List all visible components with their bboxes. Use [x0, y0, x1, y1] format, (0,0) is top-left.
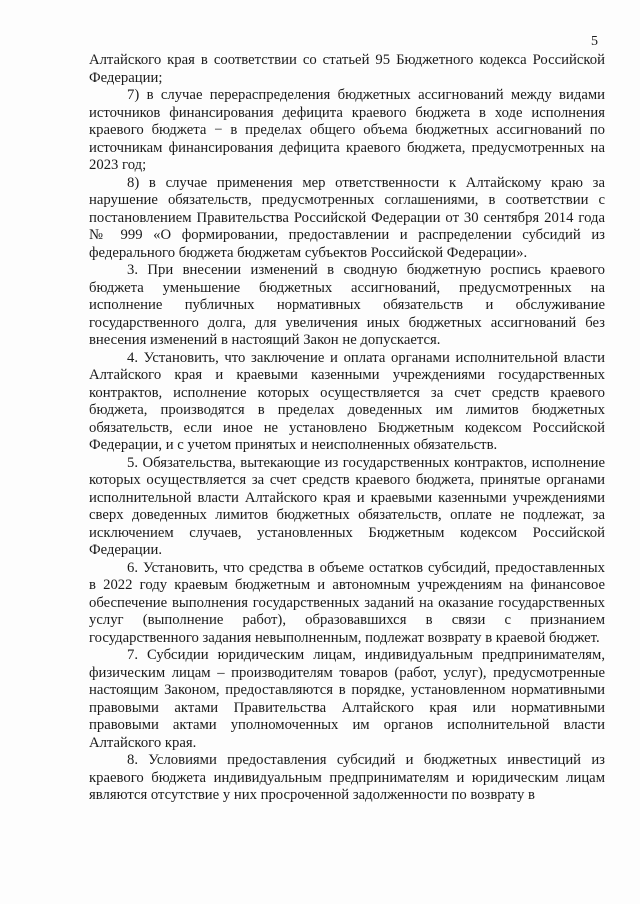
- paragraph-continuation: Алтайского края в соответствии со статьей 95 Бюджетного кодекса Российской Федерации;: [89, 52, 605, 86]
- page-number: 5: [591, 34, 598, 49]
- document-body: [89, 52, 605, 805]
- paragraph-section-6: 6. Установить, что средства в объеме остатков субсидий, предоставленных в 2022 году краевым бюджетным и автономным учреждениям на финансовое обеспечение выполнения государственных заданий на оказание государственных услуг (выполнение работ), образовавшихся в связи с признанием государственного задания невыполненным, подлежат возврату в краевой бюджет.: [89, 559, 605, 646]
- paragraph-section-8: 8. Условиями предоставления субсидий и бюджетных инвестиций из краевого бюджета индивидуальным предпринимателям и юридическим лицам являются отсутствие у них просроченной задолженности по возврату в: [89, 752, 605, 803]
- paragraph-item-8: 8) в случае применения мер ответственности к Алтайскому краю за нарушение обязательств, предусмотренных соглашениями, в соответствии с постановлением Правительства Российской Федерации от 30 сентября 2014 года № 999 «О формировании, предоставлении и распределении субсидий из федерального бюджета бюджетам субъектов Российской Федерации».: [89, 174, 605, 261]
- paragraph-section-7: 7. Субсидии юридическим лицам, индивидуальным предпринимателям, физическим лицам – производителям товаров (работ, услуг), предусмотренные настоящим Законом, предоставляются в порядке, установленном нормативными правовыми актами Правительства Алтайского края или нормативными правовыми актами уполномоченных им органов исполнительной власти Алтайского края.: [89, 647, 605, 751]
- paragraph-section-5: 5. Обязательства, вытекающие из государственных контрактов, исполнение которых осуществляется за счет средств краевого бюджета, принятые органами исполнительной власти Алтайского края и краевыми казенными учреждениями сверх доведенных лимитов бюджетных обязательств, оплате не подлежат, за исключением случаев, установленных Бюджетным кодексом Российской Федерации.: [89, 454, 605, 558]
- paragraph-section-3: 3. При внесении изменений в сводную бюджетную роспись краевого бюджета уменьшение бюджетных ассигнований, предусмотренных на исполнение публичных нормативных обязательств и обслуживание государственного долга, для увеличения иных бюджетных ассигнований без внесения изменений в настоящий Закон не допускается.: [89, 262, 605, 348]
- paragraph-section-4: 4. Установить, что заключение и оплата органами исполнительной власти Алтайского края и краевыми казенными учреждениями государственных контрактов, исполнение которых осуществляется за счет средств краевого бюджета, производятся в пределах доведенных им лимитов бюджетных обязательств, если иное не установлено Бюджетным кодексом Российской Федерации, и с учетом принятых и неисполненных обязательств.: [89, 349, 605, 453]
- paragraph-item-7: 7) в случае перераспределения бюджетных ассигнований между видами источников финансирования дефицита краевого бюджета в ходе исполнения краевого бюджета − в пределах общего объема бюджетных ассигнований по источникам финансирования дефицита краевого бюджета, предусмотренных на 2023 год;: [89, 87, 605, 173]
